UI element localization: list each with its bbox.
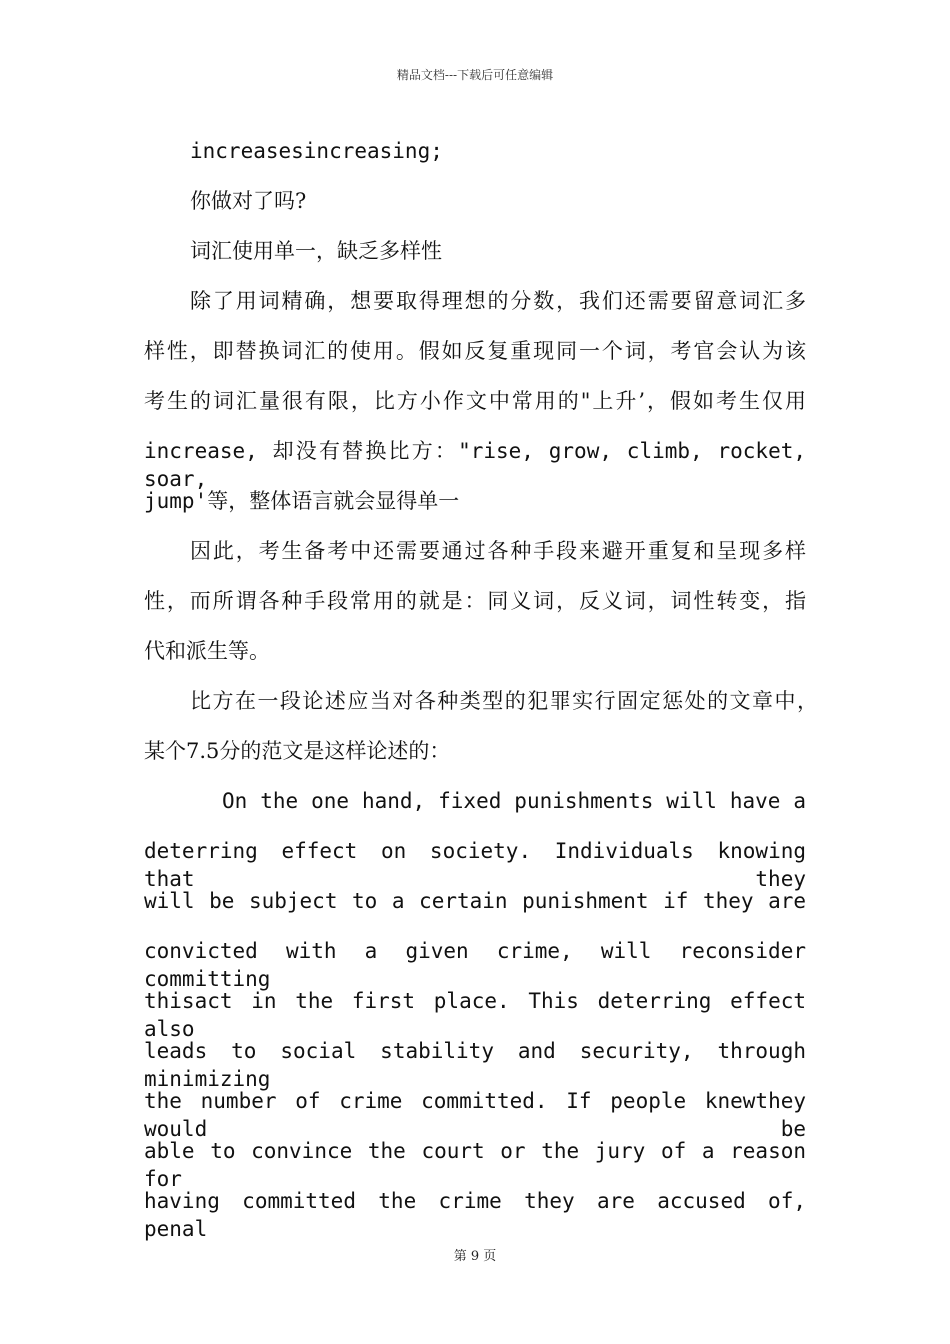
text-line: able to convince the court or the jury of a reason for	[144, 1139, 806, 1191]
section-heading: 词汇使用单一，缺乏多样性	[190, 239, 442, 263]
text-line: will be subject to a certain punishment if they are	[144, 889, 806, 913]
text-line: convicted with a given crime, will reconsider committing	[144, 939, 806, 991]
text-line: 性，而所谓各种手段常用的就是：同义词，反义词，词性转变，指	[144, 589, 806, 613]
text-line: thisact in the first place. This deterring effect also	[144, 989, 806, 1041]
text-line: 比方在一段论述应当对各种类型的犯罪实行固定惩处的文章中，	[190, 689, 818, 713]
text-line: 代和派生等。	[144, 639, 270, 663]
text-line: 某个7.5分的范文是这样论述的：	[144, 739, 451, 763]
text-line: deterring effect on society. Individuals knowing that they	[144, 839, 806, 891]
text-line: 你做对了吗?	[190, 189, 307, 213]
text-line: 考生的词汇量很有限，比方小作文中常用的"上升’，假如考生仅用	[144, 389, 806, 413]
text-line: 因此，考生备考中还需要通过各种手段来避开重复和呈现多样	[190, 539, 806, 563]
page-header: 精品文档---下载后可任意编辑	[396, 68, 554, 82]
text-line: On the one hand, fixed punishments will have a	[222, 789, 806, 813]
text-line: having committed the crime they are accused of, penal	[144, 1189, 806, 1241]
text-line: increase, 却没有替换比方："rise, grow, climb, rocket, soar,	[144, 439, 806, 491]
text-line: the number of crime committed. If people knewthey would be	[144, 1089, 806, 1141]
text-line: leads to social stability and security, through minimizing	[144, 1039, 806, 1091]
text-line: increasesincreasing;	[190, 139, 443, 163]
text-line: jump'等，整体语言就会显得单一	[144, 489, 460, 513]
text-line: 样性，即替换词汇的使用。假如反复重现同一个词，考官会认为该	[144, 339, 806, 363]
text-line: 除了用词精确，想要取得理想的分数，我们还需要留意词汇多	[190, 289, 806, 313]
page-number: 第 9 页	[453, 1249, 497, 1264]
